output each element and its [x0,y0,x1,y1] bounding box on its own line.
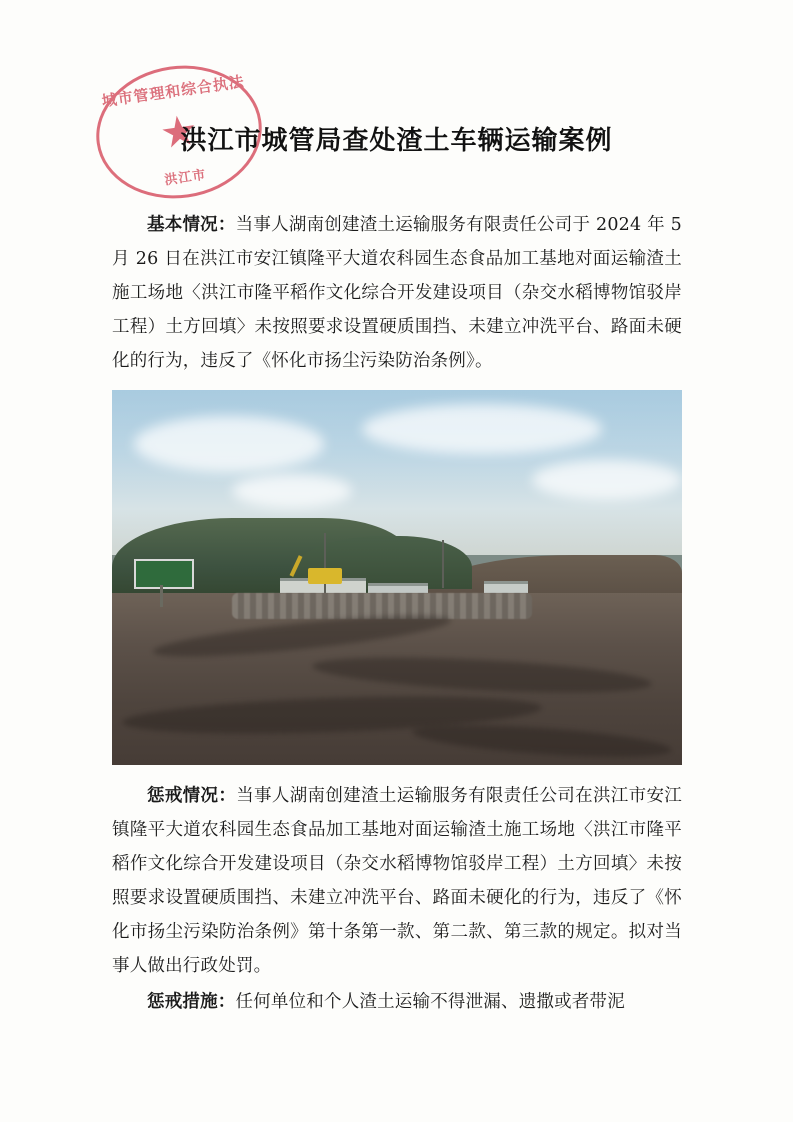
photo-cloud [532,460,682,500]
section-text-basic: 当事人湖南创建渣土运输服务有限责任公司于 2024 年 5 月 26 日在洪江市安江镇隆平大道农科园生态食品加工基地对面运输渣土施工场地〈洪江市隆平稻作文化综合开发建设项目（杂交水稻博物馆驳岸工程）土方回填〉未按照要求设置硬质围挡、未建立冲洗平台、路面未硬化的行为，违反了《怀化市扬尘污染防治条例》。 [112,215,682,371]
section-basic-situation [112,208,682,378]
star-icon: ★ [156,104,201,159]
section-lead-basic: 基本情况： [147,215,236,235]
seal-bottom-text: 洪江市 [163,167,208,189]
section-lead-measures: 惩戒措施： [147,992,236,1012]
section-text-penalty: 当事人湖南创建渣土运输服务有限责任公司在洪江市安江镇隆平大道农科园生态食品加工基地对面运输渣土施工场地〈洪江市隆平稻作文化综合开发建设项目（杂交水稻博物馆驳岸工程）土方回填〉未按照要求设置硬质围挡、未建立冲洗平台、路面未硬化的行为，违反了《怀化市扬尘污染防治条例》第十条第一款、第二款、第三款的规定。拟对当事人做出行政处罚。 [112,786,683,976]
photo-excavator [308,568,342,584]
section-text-measures: 任何单位和个人渣土运输不得泄漏、遗撒或者带泥 [235,992,625,1012]
document-body [112,208,682,1021]
site-photo [112,390,682,765]
section-lead-penalty: 惩戒情况： [147,786,237,806]
photo-cloud [362,404,602,454]
page-title: 洪江市城管局查处渣土车辆运输案例 [180,126,613,156]
seal-top-text: 城市管理和综合执法 [100,72,246,111]
photo-cloud [134,416,324,472]
section-penalty-measures [112,985,682,1019]
photo-site-sign [134,559,194,589]
photo-cloud [232,474,352,508]
photo-utility-pole [442,540,444,588]
section-penalty-situation [112,779,682,983]
photo-sign-post [160,585,163,607]
photo-rubble [232,593,532,619]
